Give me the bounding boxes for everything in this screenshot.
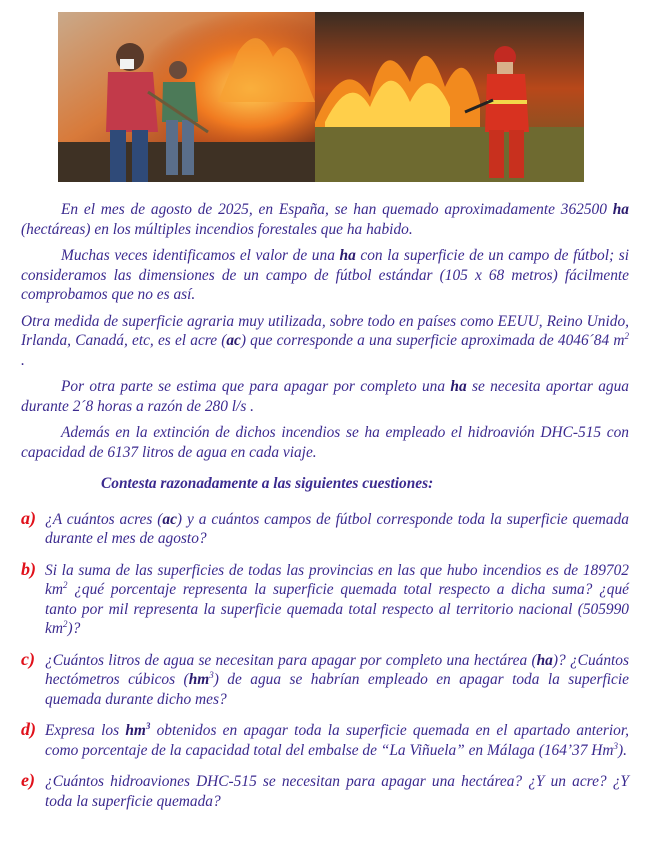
text: Otra medida de superficie agraria muy utilizada, sobre todo en países como EEUU, Reino Unido, Irlanda, Canadá, etc, es el acre ( xyxy=(21,312,629,349)
text: ) que corresponde a una superficie aproximada de 4046´84 m xyxy=(240,332,625,349)
text: se necesita aportar agua durante 2´8 horas a razón de 280 l/s . xyxy=(21,378,629,415)
unit-hm: hm xyxy=(125,722,146,739)
firefighter-in-flames-photo xyxy=(315,12,584,182)
text: . xyxy=(21,351,25,369)
fire-fighters-with-masks-photo xyxy=(58,12,315,182)
text: Si la suma de las superficies de todas las provincias en las que hubo incendios es de 189702 km xyxy=(45,561,629,598)
question-letter: c) xyxy=(21,648,35,669)
text: ¿A cuántos acres ( xyxy=(45,510,163,528)
text: ). xyxy=(618,741,627,759)
superscript: 2 xyxy=(62,579,68,590)
header-photos xyxy=(58,12,584,182)
intro-paragraph-1 xyxy=(21,200,629,239)
superscript: 3 xyxy=(145,720,151,731)
unit-ha: ha xyxy=(536,651,553,669)
question-b xyxy=(21,558,629,639)
unit-ha: ha xyxy=(339,247,356,264)
superscript: 3 xyxy=(613,740,618,751)
intro-paragraph-4 xyxy=(21,377,629,416)
text: Expresa los xyxy=(45,722,126,739)
text: obtenidos en apagar toda la superficie quemada en el apartado anterior, como porcentaje de la capacidad total del embalse de “La Viñuela” en Málaga (164’37 Hm xyxy=(45,722,629,759)
text: ) y a cuántos campos de fútbol corresponde toda la superficie quemada durante el mes de agosto? xyxy=(45,510,629,547)
text: (hectáreas) en los múltiples incendios forestales que ha habido. xyxy=(21,220,413,238)
text: ) de agua se habrían empleado en apagar toda la superficie quemada durante dicho mes? xyxy=(45,671,629,708)
unit-ac: ac xyxy=(226,332,241,349)
unit-hm: hm xyxy=(188,671,210,688)
text: )? ¿Cuántos hectómetros cúbicos ( xyxy=(45,651,629,688)
text: ¿Cuántos litros de agua se necesitan para apagar por completo una hectárea ( xyxy=(45,651,537,669)
questions-heading: Contesta razonadamente a las siguientes cuestiones: xyxy=(101,475,434,492)
text: Por otra parte se estima que para apagar por completo una xyxy=(61,378,451,395)
question-c xyxy=(21,648,629,710)
intro-paragraph-3 xyxy=(21,312,629,371)
superscript: 2 xyxy=(62,618,68,629)
intro-paragraph-2 xyxy=(21,246,629,305)
text: ¿qué porcentaje representa la superficie quemada total respecto a dicha suma? ¿qué tanto por mil representa la superficie quemada total respecto al territorio nacional (505990 km xyxy=(45,581,629,637)
question-letter: a) xyxy=(21,507,36,528)
superscript: 2 xyxy=(624,330,629,341)
text: Muchas veces identificamos el valor de una xyxy=(61,247,340,264)
text: )? xyxy=(67,620,81,637)
text: ¿Cuántos hidroaviones DHC-515 se necesitan para apagar una hectárea? ¿Y un acre? ¿Y toda la superficie quemada? xyxy=(45,773,629,810)
question-a xyxy=(21,507,629,549)
question-letter: b) xyxy=(21,558,36,579)
unit-ha: ha xyxy=(612,201,629,218)
question-d xyxy=(21,721,629,760)
unit-ac: ac xyxy=(162,510,177,528)
text: En el mes de agosto de 2025, en España, se han quemado aproximadamente 362500 xyxy=(61,201,613,218)
question-e xyxy=(21,772,629,811)
question-letter: d) xyxy=(21,719,36,739)
unit-ha: ha xyxy=(450,378,467,395)
document-body xyxy=(21,200,629,823)
superscript: 3 xyxy=(209,669,214,680)
text: con la superficie de un campo de fútbol; si consideramos las dimensiones de un campo de fútbol estándar (105 x 68 metros) fácilmente comprobamos que no es así. xyxy=(21,247,630,303)
question-letter: e) xyxy=(21,770,35,790)
intro-paragraph-5: Además en la extinción de dichos incendios se ha empleado el hidroavión DHC-515 con capacidad de 6137 litros de agua en cada viaje. xyxy=(21,424,629,461)
